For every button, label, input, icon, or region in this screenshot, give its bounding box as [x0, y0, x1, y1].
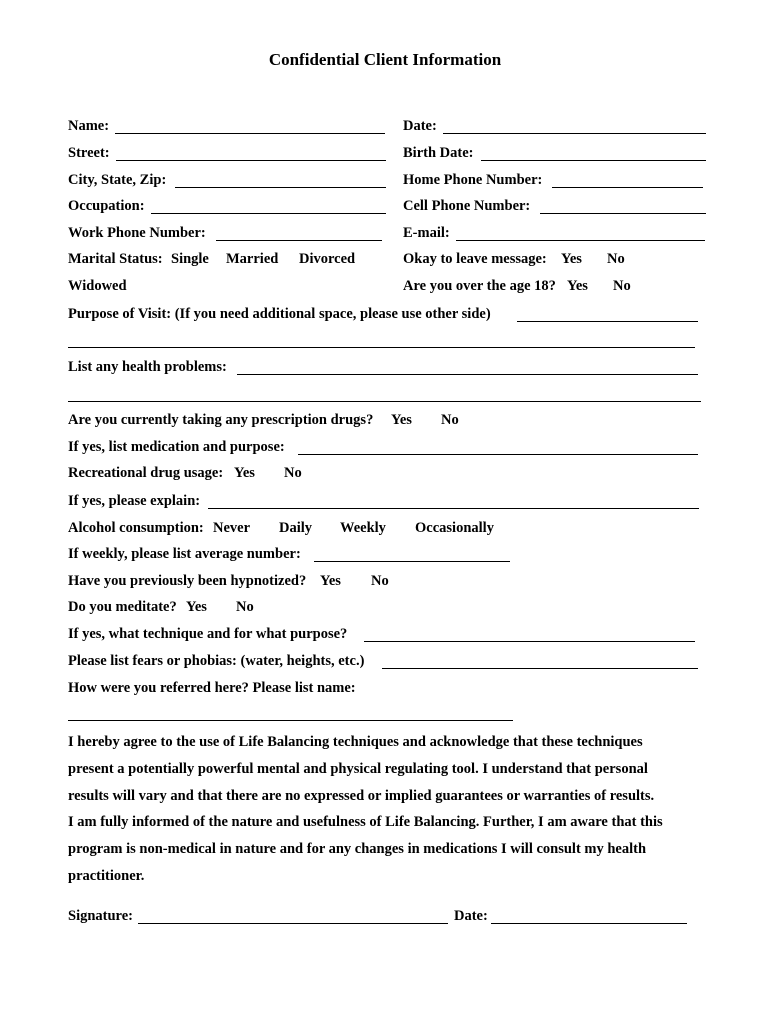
alcohol-option-weekly[interactable]: Weekly — [340, 520, 386, 536]
signature-date-field[interactable] — [491, 923, 687, 924]
name-field[interactable] — [115, 133, 385, 134]
street-field[interactable] — [116, 160, 386, 161]
signature-date-label: Date: — [454, 908, 488, 924]
occupation-field[interactable] — [151, 213, 386, 214]
over-18-yes[interactable]: Yes — [567, 278, 588, 294]
alcohol-option-daily[interactable]: Daily — [279, 520, 313, 536]
agreement-line: practitioner. — [68, 867, 145, 884]
alcohol-option-occasionally[interactable]: Occasionally — [415, 520, 494, 536]
home-phone-label: Home Phone Number: — [403, 172, 543, 188]
weekly-number-field[interactable] — [314, 561, 510, 562]
cell-phone-label: Cell Phone Number: — [403, 198, 531, 214]
prescription-label: Are you currently taking any prescription drugs? — [68, 412, 374, 428]
email-label: E-mail: — [403, 225, 450, 241]
health-problems-field[interactable] — [237, 374, 698, 375]
prescription-yes[interactable]: Yes — [391, 412, 412, 428]
cell-phone-field[interactable] — [540, 213, 706, 214]
work-phone-label: Work Phone Number: — [68, 225, 206, 241]
health-problems-field-line-2[interactable] — [68, 401, 701, 402]
referred-label: How were you referred here? Please list name: — [68, 680, 356, 696]
okay-message-label: Okay to leave message: — [403, 251, 547, 267]
health-problems-label: List any health problems: — [68, 359, 227, 375]
medication-label: If yes, list medication and purpose: — [68, 439, 285, 455]
work-phone-field[interactable] — [216, 240, 382, 241]
marital-option-widowed[interactable]: Widowed — [68, 278, 127, 294]
purpose-field[interactable] — [517, 321, 698, 322]
alcohol-option-never[interactable]: Never — [213, 520, 251, 536]
name-label: Name: — [68, 118, 110, 134]
purpose-field-line-2[interactable] — [68, 347, 695, 348]
birth-date-field[interactable] — [481, 160, 706, 161]
okay-message-no[interactable]: No — [607, 251, 625, 267]
alcohol-label: Alcohol consumption: — [68, 520, 204, 536]
agreement-line: I hereby agree to the use of Life Balancing techniques and acknowledge that these techniques — [68, 734, 643, 750]
hypnotized-label: Have you previously been hypnotized? — [68, 573, 307, 589]
signature-label: Signature: — [68, 908, 133, 924]
date-field[interactable] — [443, 133, 706, 134]
page-title: Confidential Client Information — [268, 50, 502, 69]
recreational-yes[interactable]: Yes — [234, 465, 255, 481]
marital-option-single[interactable]: Single — [171, 251, 209, 267]
recreational-no[interactable]: No — [284, 465, 302, 481]
okay-message-yes[interactable]: Yes — [561, 251, 582, 267]
agreement-line: results will vary and that there are no expressed or implied guarantees or warranties of results. — [68, 787, 655, 804]
street-label: Street: — [68, 145, 110, 161]
birth-date-label: Birth Date: — [403, 145, 474, 161]
city-state-zip-field[interactable] — [175, 187, 386, 188]
agreement-line: I am fully informed of the nature and usefulness of Life Balancing. Further, I am aware that this — [68, 814, 663, 831]
recreational-label: Recreational drug usage: — [68, 465, 224, 481]
marital-option-married[interactable]: Married — [226, 251, 279, 267]
date-label: Date: — [403, 118, 437, 134]
email-field[interactable] — [456, 240, 705, 241]
referred-field[interactable] — [68, 720, 513, 721]
agreement-line: present a potentially powerful mental and physical regulating tool. I understand that personal — [68, 760, 648, 777]
technique-label: If yes, what technique and for what purpose? — [68, 626, 348, 642]
hypnotized-no[interactable]: No — [371, 573, 389, 589]
over-18-no[interactable]: No — [613, 278, 631, 294]
marital-option-divorced[interactable]: Divorced — [299, 251, 356, 267]
medication-field[interactable] — [298, 454, 698, 455]
city-state-zip-label: City, State, Zip: — [68, 172, 167, 188]
weekly-number-label: If weekly, please list average number: — [68, 546, 301, 562]
meditate-no[interactable]: No — [236, 599, 254, 615]
agreement-line: program is non-medical in nature and for any changes in medications I will consult my health — [68, 841, 647, 858]
occupation-label: Occupation: — [68, 198, 145, 214]
fears-field[interactable] — [382, 668, 698, 669]
meditate-label: Do you meditate? — [68, 599, 177, 615]
agreement-paragraph — [68, 729, 708, 890]
over-18-label: Are you over the age 18? — [403, 278, 556, 294]
meditate-yes[interactable]: Yes — [186, 599, 207, 615]
explain-field[interactable] — [208, 508, 699, 509]
explain-label: If yes, please explain: — [68, 493, 201, 509]
prescription-no[interactable]: No — [441, 412, 459, 428]
fears-label: Please list fears or phobias: (water, heights, etc.) — [68, 653, 365, 669]
home-phone-field[interactable] — [552, 187, 703, 188]
purpose-label: Purpose of Visit: (If you need additional space, please use other side) — [68, 306, 491, 322]
technique-field[interactable] — [364, 641, 695, 642]
marital-status-label: Marital Status: — [68, 251, 163, 267]
signature-field[interactable] — [138, 923, 448, 924]
hypnotized-yes[interactable]: Yes — [320, 573, 341, 589]
